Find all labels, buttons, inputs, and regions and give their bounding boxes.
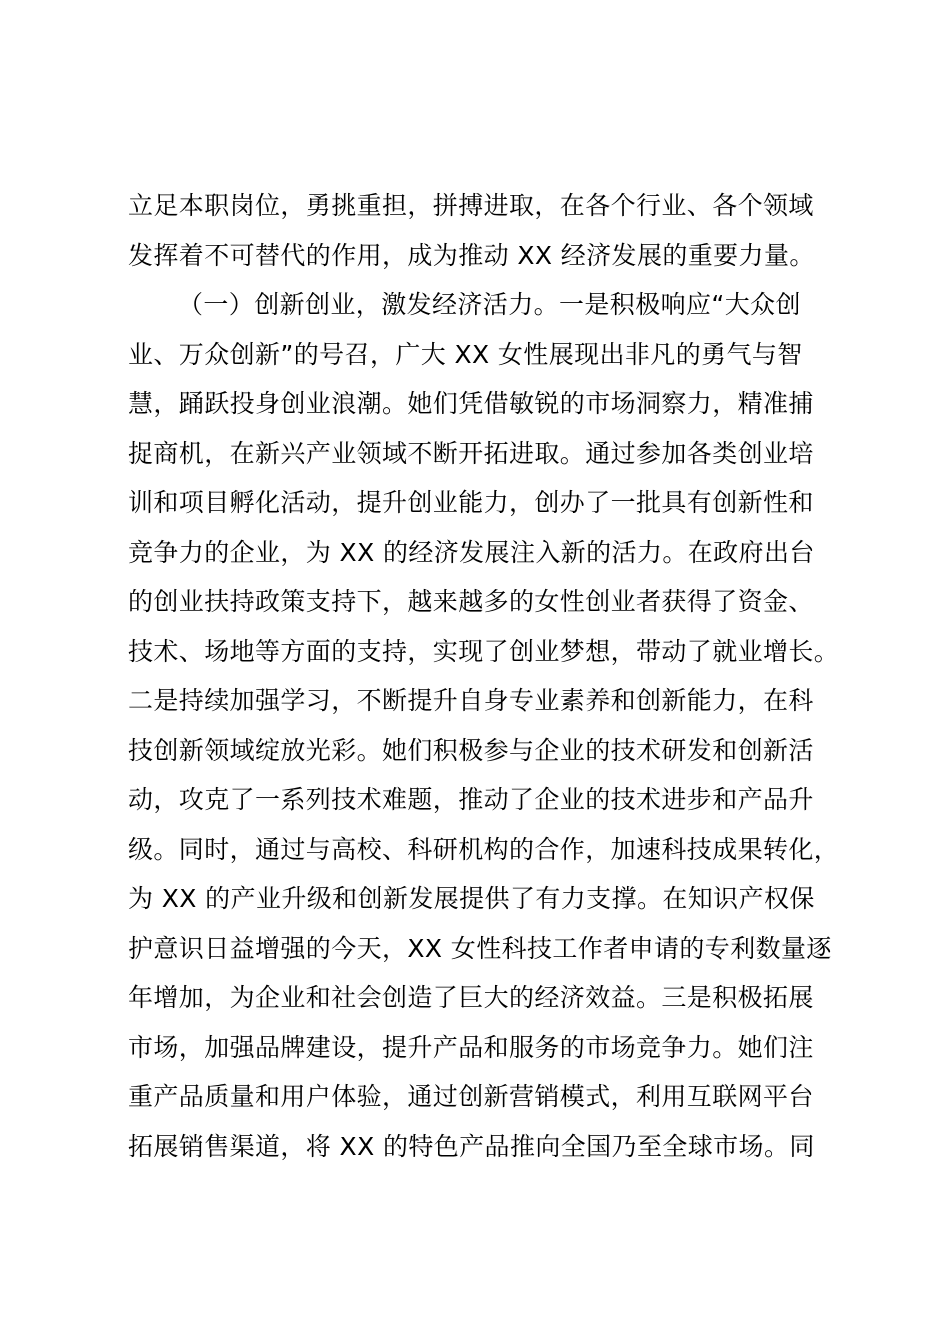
text-line: 业、万众创新”的号召，广大 XX 女性展现出非凡的勇气与智	[128, 339, 803, 369]
text-line: 技创新领域绽放光彩。她们积极参与企业的技术研发和创新活	[128, 735, 814, 765]
text-line: 级。同时，通过与高校、科研机构的合作，加速科技成果转化，	[128, 834, 840, 864]
body-text	[128, 181, 838, 1171]
text-line: 年增加，为企业和社会创造了巨大的经济效益。三是积极拓展	[128, 983, 814, 1012]
section-heading-line: （一）创新创业，激发经济活力。一是积极响应“大众创	[178, 290, 801, 319]
text-line: 立足本职岗位，勇挑重担，拼搏进取，在各个行业、各个领域	[128, 191, 814, 220]
text-line: 动，攻克了一系列技术难题，推动了企业的技术进步和产品升	[128, 785, 814, 814]
text-line: 二是持续加强学习，不断提升自身专业素养和创新能力，在科	[128, 686, 814, 715]
text-line: 训和项目孵化活动，提升创业能力，创办了一批具有创新性和	[128, 488, 814, 517]
text-line: 的创业扶持政策支持下，越来越多的女性创业者获得了资金、	[128, 587, 814, 616]
text-line: 慧，踊跃投身创业浪潮。她们凭借敏锐的市场洞察力，精准捕	[128, 389, 814, 418]
text-line: 市场，加强品牌建设，提升产品和服务的市场竞争力。她们注	[128, 1032, 814, 1062]
text-line: 捉商机，在新兴产业领域不断开拓进取。通过参加各类创业培	[128, 438, 814, 468]
text-line: 发挥着不可替代的作用，成为推动 XX 经济发展的重要力量。	[128, 240, 815, 270]
text-line: 为 XX 的产业升级和创新发展提供了有力支撑。在知识产权保	[128, 884, 815, 913]
text-line: 重产品质量和用户体验，通过创新营销模式，利用互联网平台	[128, 1082, 814, 1111]
text-line: 拓展销售渠道，将 XX 的特色产品推向全国乃至全球市场。同	[128, 1131, 815, 1161]
text-line: 技术、场地等方面的支持，实现了创业梦想，带动了就业增长。	[128, 636, 840, 666]
text-line: 护意识日益增强的今天，XX 女性科技工作者申请的专利数量逐	[128, 933, 832, 963]
text-line: 竞争力的企业，为 XX 的经济发展注入新的活力。在政府出台	[128, 537, 815, 567]
